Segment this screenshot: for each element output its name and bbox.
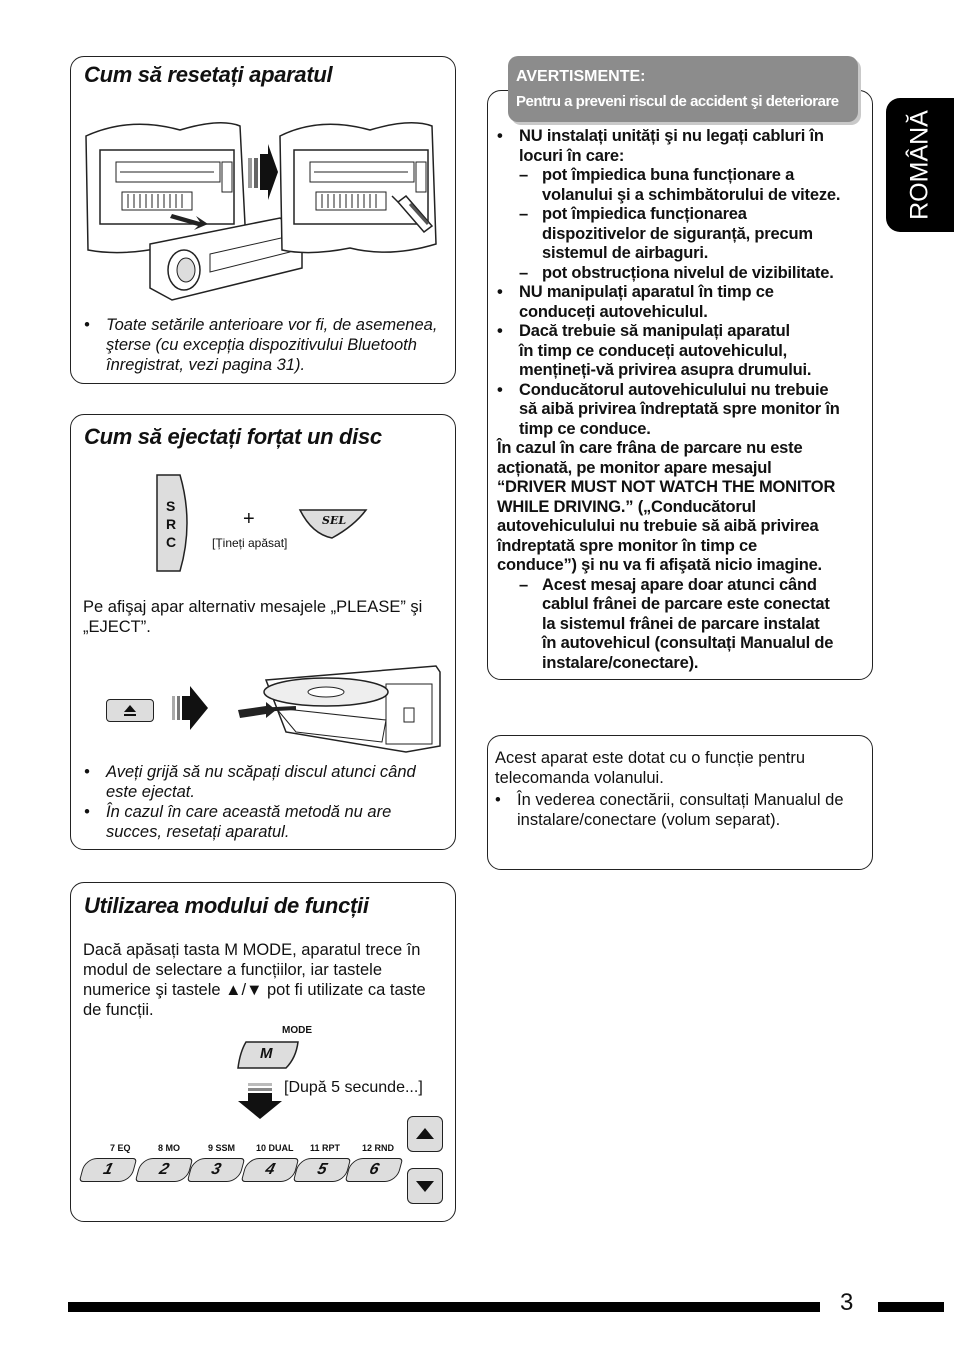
src-button[interactable] <box>156 474 194 572</box>
warning-line: • <box>497 322 503 340</box>
warning-line: îndreptată spre monitor în timp ce <box>497 536 757 555</box>
warning-line: în autovehicul (consultați Manualul de <box>542 634 834 652</box>
eject-note: • Aveți grijă să nu scăpați discul atunci când este ejectat. <box>84 763 416 801</box>
m-mode-button[interactable] <box>236 1040 300 1070</box>
warning-line: – <box>519 263 528 282</box>
warning-line: • <box>497 283 503 301</box>
warning-line: Conducătorul autovehiculului nu trebuie <box>519 380 829 399</box>
eject-title: Cum să ejectați forțat un disc <box>84 424 382 449</box>
warning-line: conduce”) şi nu va fi afişată nicio imagine. <box>497 556 822 574</box>
arrow-right-icon <box>172 684 212 732</box>
src-letter-r: R <box>166 516 177 532</box>
warning-line: – <box>519 166 528 184</box>
function-mode-text: Dacă apăsați tasta M MODE, aparatul trece în modul de selectare a funcțiilor, iar tastele numerice şi tastele ▲/▼ pot fi utilizate ca taste de funcții. <box>83 941 426 1019</box>
number-key-6[interactable]: 6 <box>345 1158 403 1182</box>
m-key-label: M <box>260 1045 273 1062</box>
key-function-label: 8 MO <box>158 1143 181 1153</box>
warning-line: Acest mesaj apare doar atunci când <box>542 575 817 594</box>
warning-line: conduceți autovehiculul. <box>519 302 708 321</box>
steering-text: Acest aparat este dotat cu o funcție pentru telecomanda volanului. <box>495 749 806 787</box>
sel-label: SEL <box>322 514 347 527</box>
warning-line: pot obstrucționa nivelul de vizibilitate. <box>542 263 834 282</box>
sel-button[interactable] <box>298 506 368 540</box>
warning-line: dispozitivelor de siguranță, precum <box>542 224 813 243</box>
triangle-down-icon <box>408 1169 442 1203</box>
warning-line: WHILE DRIVING.” („Conducătorul <box>497 497 756 516</box>
number-key-3[interactable]: 3 <box>187 1158 245 1182</box>
warning-line: autovehiculului nu trebuie să aibă privirea <box>497 517 819 535</box>
reset-title: Cum să resetați aparatul <box>84 62 333 87</box>
warning-line: • <box>497 380 503 399</box>
number-key-1[interactable]: 1 <box>79 1158 137 1182</box>
number-key-5[interactable]: 5 <box>293 1158 351 1182</box>
warning-subheading: Pentru a preveni riscul de accident şi deteriorare <box>516 93 839 110</box>
warning-line: pot împiedica funcționarea <box>542 205 747 223</box>
key-function-label: 9 SSM <box>208 1143 236 1153</box>
warning-line: mențineți-vă privirea asupra drumului. <box>519 361 812 379</box>
warning-line: în timp ce conduceți autovehiculul, <box>519 341 788 360</box>
mode-label: MODE <box>282 1025 312 1036</box>
steering-bullet: • În vederea conectării, consultați Manualul de instalare/conectare (volum separat). <box>495 791 844 829</box>
warning-line: locuri în care: <box>519 146 625 165</box>
warning-line: • <box>497 127 503 145</box>
warning-line: la sistemul frânei de parcare instalat <box>542 614 820 633</box>
arrow-down-icon <box>238 1081 282 1119</box>
src-letter-s: S <box>166 498 176 514</box>
hold-label: [Țineți apăsat] <box>212 536 288 550</box>
warning-line: acționată, pe monitor apare mesajul <box>497 458 772 477</box>
warning-heading: AVERTISMENTE: <box>516 68 646 85</box>
reset-illustration <box>80 112 440 312</box>
warning-line: pot împiedica buna funcționare a <box>542 166 795 184</box>
key-function-label: 10 DUAL <box>256 1143 294 1153</box>
function-mode-title: Utilizarea modului de funcții <box>84 893 369 918</box>
page-number: 3 <box>840 1289 854 1316</box>
footer-bar-right <box>878 1302 944 1312</box>
disc-eject-illustration <box>236 662 442 756</box>
key-function-label: 11 RPT <box>310 1143 341 1153</box>
warning-line: sistemul de airbaguri. <box>542 244 709 262</box>
warning-line: timp ce conduce. <box>519 419 651 438</box>
number-key-4[interactable]: 4 <box>241 1158 299 1182</box>
eject-note: • În cazul în care această metodă nu are succes, resetați aparatul. <box>84 803 392 841</box>
warning-line: Dacă trebuie să manipulați aparatul <box>519 322 790 340</box>
key-function-label: 12 RND <box>362 1143 395 1153</box>
footer-bar-left <box>68 1302 820 1312</box>
number-key-2[interactable]: 2 <box>135 1158 193 1182</box>
up-button[interactable] <box>407 1116 443 1152</box>
up-down-icon: ▲/▼ <box>225 981 263 999</box>
language-tab <box>886 98 954 232</box>
eject-notes <box>84 762 444 842</box>
plus-sign: + <box>243 508 255 530</box>
warning-line: NU manipulați aparatul în timp ce <box>519 283 774 301</box>
src-letter-c: C <box>166 534 177 550</box>
after-5-seconds-label: [După 5 secunde...] <box>284 1079 423 1096</box>
warning-line: volanului şi a schimbătorului de viteze. <box>542 185 841 204</box>
warning-line: cablul frânei de parcare este conectat <box>542 595 830 613</box>
warning-line: NU instalați unități şi nu legați cabluri în <box>519 127 824 145</box>
eject-display-text: Pe afişaj apar alternativ mesajele „PLEASE” şi „EJECT”. <box>83 598 423 636</box>
warning-line: să aibă privirea îndreptată spre monitor în <box>519 400 840 418</box>
eject-icon <box>107 700 153 721</box>
reset-note: • Toate setările anterioare vor fi, de asemenea, şterse (cu excepția dispozitivului Bluetooth înregistrat, vezi pagina 31). <box>84 316 438 374</box>
warning-line: – <box>519 575 528 594</box>
down-button[interactable] <box>407 1168 443 1204</box>
triangle-up-icon <box>408 1117 442 1151</box>
warning-header <box>508 56 858 122</box>
key-function-label: 7 EQ <box>110 1143 131 1153</box>
warning-line: “DRIVER MUST NOT WATCH THE MONITOR <box>497 478 836 496</box>
language-tab-label: ROMÂNĂ <box>905 110 934 220</box>
warning-line: instalare/conectare). <box>542 653 699 672</box>
warning-line: – <box>519 205 528 223</box>
eject-button[interactable] <box>106 699 154 722</box>
warning-line: În cazul în care frâna de parcare nu este <box>497 439 803 457</box>
